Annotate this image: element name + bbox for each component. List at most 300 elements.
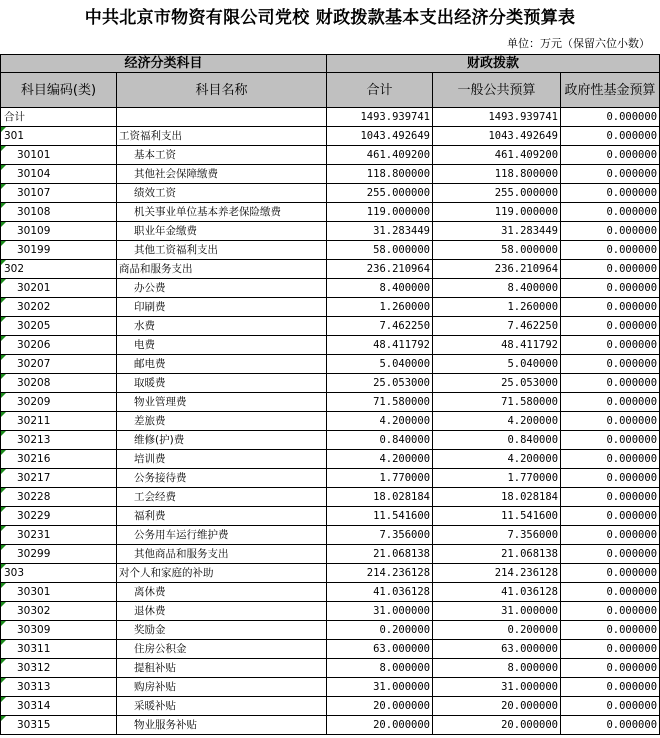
general-cell-text: 41.036128 [501, 585, 559, 598]
general-cell-text: 4.200000 [507, 452, 559, 465]
name-cell [117, 222, 327, 241]
table-row [1, 393, 660, 412]
gov-fund-cell [561, 260, 660, 279]
total-cell [327, 450, 433, 469]
gov-fund-cell [561, 526, 660, 545]
name-cell-text: 公务用车运行维护费 [134, 528, 229, 541]
general-cell [433, 355, 561, 374]
general-cell-text: 18.028184 [501, 490, 559, 503]
gov-fund-cell-text: 0.000000 [606, 224, 658, 237]
table-row [1, 279, 660, 298]
total-cell-text: 25.053000 [373, 376, 431, 389]
cell-marker-icon [1, 241, 6, 246]
table-row [1, 355, 660, 374]
total-cell-text: 118.800000 [366, 167, 431, 180]
general-cell-text: 0.840000 [507, 433, 559, 446]
table-row [1, 374, 660, 393]
total-cell [327, 697, 433, 716]
gov-fund-cell [561, 697, 660, 716]
gov-fund-cell [561, 108, 660, 127]
table-row [1, 317, 660, 336]
name-cell [117, 450, 327, 469]
total-cell [327, 336, 433, 355]
general-cell-text: 5.040000 [507, 357, 559, 370]
code-cell-text: 30311 [17, 642, 51, 655]
cell-marker-icon [1, 488, 6, 493]
table-row [1, 431, 660, 450]
header-gov-fund: 政府性基金预算 [561, 73, 660, 108]
name-cell-text: 邮电费 [134, 357, 166, 370]
general-cell-text: 214.236128 [494, 566, 559, 579]
general-cell [433, 564, 561, 583]
total-cell [327, 621, 433, 640]
name-cell-text: 提租补贴 [134, 661, 176, 674]
header-row-columns [1, 73, 660, 108]
table-row [1, 108, 660, 127]
name-cell-text: 其他社会保障缴费 [134, 167, 218, 180]
code-cell [1, 621, 117, 640]
gov-fund-cell [561, 298, 660, 317]
total-cell [327, 507, 433, 526]
gov-fund-cell [561, 184, 660, 203]
gov-fund-cell-text: 0.000000 [606, 604, 658, 617]
general-cell-text: 58.000000 [501, 243, 559, 256]
general-cell-text: 21.068138 [501, 547, 559, 560]
general-cell-text: 63.000000 [501, 642, 559, 655]
name-cell-text: 差旅费 [134, 414, 166, 427]
name-cell [117, 564, 327, 583]
name-cell [117, 127, 327, 146]
general-cell-text: 0.200000 [507, 623, 559, 636]
name-cell-text: 基本工资 [134, 148, 176, 161]
table-row [1, 488, 660, 507]
code-cell [1, 640, 117, 659]
name-cell [117, 716, 327, 735]
code-cell-text: 30213 [17, 433, 51, 446]
cell-marker-icon [1, 317, 6, 322]
code-cell [1, 450, 117, 469]
gov-fund-cell [561, 450, 660, 469]
general-cell-text: 1.260000 [507, 300, 559, 313]
name-cell-text: 机关事业单位基本养老保险缴费 [134, 205, 281, 218]
name-cell-text: 奖励金 [134, 623, 166, 636]
total-cell-text: 5.040000 [379, 357, 431, 370]
code-cell-text: 30309 [17, 623, 51, 636]
total-cell-text: 58.000000 [373, 243, 431, 256]
general-cell [433, 659, 561, 678]
table-row [1, 640, 660, 659]
code-cell-text: 30228 [17, 490, 51, 503]
name-cell [117, 697, 327, 716]
cell-marker-icon [1, 526, 6, 531]
general-cell-text: 20.000000 [501, 718, 559, 731]
general-cell [433, 526, 561, 545]
total-cell-text: 48.411792 [373, 338, 431, 351]
gov-fund-cell-text: 0.000000 [606, 129, 658, 142]
name-cell-text: 水费 [134, 319, 155, 332]
header-general: 一般公共预算 [433, 73, 561, 108]
total-cell-text: 7.356000 [379, 528, 431, 541]
code-cell [1, 659, 117, 678]
name-cell [117, 241, 327, 260]
name-cell [117, 526, 327, 545]
table-row [1, 469, 660, 488]
table-row [1, 564, 660, 583]
gov-fund-cell-text: 0.000000 [606, 509, 658, 522]
table-row [1, 146, 660, 165]
gov-fund-cell [561, 469, 660, 488]
code-cell-text: 30104 [17, 167, 51, 180]
table-row [1, 336, 660, 355]
cell-marker-icon [1, 127, 6, 132]
name-cell-text: 职业年金缴费 [134, 224, 197, 237]
name-cell [117, 469, 327, 488]
code-cell-text: 30199 [17, 243, 51, 256]
table-row [1, 203, 660, 222]
name-cell-text: 对个人和家庭的补助 [119, 566, 214, 579]
general-cell [433, 127, 561, 146]
gov-fund-cell-text: 0.000000 [606, 718, 658, 731]
gov-fund-cell [561, 241, 660, 260]
table-row [1, 583, 660, 602]
total-cell-text: 236.210964 [366, 262, 431, 275]
gov-fund-cell-text: 0.000000 [606, 699, 658, 712]
total-cell [327, 431, 433, 450]
code-cell [1, 488, 117, 507]
gov-fund-cell [561, 317, 660, 336]
total-cell-text: 1.770000 [379, 471, 431, 484]
table-row [1, 507, 660, 526]
total-cell-text: 8.000000 [379, 661, 431, 674]
code-cell-text: 30301 [17, 585, 51, 598]
gov-fund-cell-text: 0.000000 [606, 471, 658, 484]
table-row [1, 298, 660, 317]
name-cell-text: 退休费 [134, 604, 166, 617]
general-cell-text: 119.000000 [494, 205, 559, 218]
name-cell [117, 260, 327, 279]
code-cell [1, 697, 117, 716]
total-cell-text: 31.000000 [373, 604, 431, 617]
table-row [1, 526, 660, 545]
general-cell [433, 241, 561, 260]
general-cell-text: 1.770000 [507, 471, 559, 484]
code-cell [1, 260, 117, 279]
code-cell [1, 469, 117, 488]
name-cell-text: 工会经费 [134, 490, 176, 503]
code-cell-text: 30302 [17, 604, 51, 617]
total-cell [327, 203, 433, 222]
name-cell-text: 培训费 [134, 452, 166, 465]
general-cell-text: 31.000000 [501, 604, 559, 617]
name-cell-text: 离休费 [134, 585, 166, 598]
total-cell [327, 298, 433, 317]
code-cell-text: 30208 [17, 376, 51, 389]
table-row [1, 241, 660, 260]
code-cell [1, 374, 117, 393]
total-cell [327, 108, 433, 127]
gov-fund-cell [561, 374, 660, 393]
table-row [1, 659, 660, 678]
name-cell-text: 物业管理费 [134, 395, 187, 408]
general-cell [433, 678, 561, 697]
general-cell [433, 203, 561, 222]
gov-fund-cell-text: 0.000000 [606, 376, 658, 389]
code-cell-text: 30108 [17, 205, 51, 218]
code-cell [1, 146, 117, 165]
gov-fund-cell [561, 203, 660, 222]
general-cell-text: 4.200000 [507, 414, 559, 427]
total-cell-text: 461.409200 [366, 148, 431, 161]
total-cell [327, 279, 433, 298]
name-cell-text: 绩效工资 [134, 186, 176, 199]
code-cell [1, 317, 117, 336]
name-cell [117, 146, 327, 165]
general-cell-text: 31.283449 [501, 224, 559, 237]
gov-fund-cell-text: 0.000000 [606, 642, 658, 655]
general-cell-text: 48.411792 [501, 338, 559, 351]
code-cell [1, 355, 117, 374]
general-cell [433, 545, 561, 564]
cell-marker-icon [1, 602, 6, 607]
total-cell [327, 374, 433, 393]
code-cell [1, 298, 117, 317]
cell-marker-icon [1, 659, 6, 664]
header-econ-group: 经济分类科目 [1, 55, 327, 73]
gov-fund-cell-text: 0.000000 [606, 110, 658, 123]
name-cell [117, 621, 327, 640]
name-cell-text: 其他工资福利支出 [134, 243, 218, 256]
code-cell [1, 241, 117, 260]
cell-marker-icon [1, 431, 6, 436]
gov-fund-cell [561, 222, 660, 241]
table-row [1, 260, 660, 279]
cell-marker-icon [1, 450, 6, 455]
code-cell-text: 30217 [17, 471, 51, 484]
cell-marker-icon [1, 545, 6, 550]
total-cell [327, 564, 433, 583]
code-cell [1, 222, 117, 241]
table-row [1, 678, 660, 697]
gov-fund-cell [561, 165, 660, 184]
code-cell [1, 564, 117, 583]
name-cell-text: 电费 [134, 338, 155, 351]
total-cell [327, 146, 433, 165]
name-cell [117, 583, 327, 602]
total-cell [327, 716, 433, 735]
code-cell [1, 108, 117, 127]
table-row [1, 127, 660, 146]
name-cell-text: 取暖费 [134, 376, 166, 389]
general-cell-text: 7.356000 [507, 528, 559, 541]
gov-fund-cell [561, 279, 660, 298]
name-cell [117, 317, 327, 336]
gov-fund-cell [561, 545, 660, 564]
table-row [1, 450, 660, 469]
total-cell-text: 1.260000 [379, 300, 431, 313]
name-cell [117, 165, 327, 184]
total-cell [327, 488, 433, 507]
cell-marker-icon [1, 260, 6, 265]
name-cell [117, 431, 327, 450]
name-cell [117, 545, 327, 564]
code-cell-text: 30312 [17, 661, 51, 674]
header-row-group [1, 55, 660, 73]
gov-fund-cell-text: 0.000000 [606, 566, 658, 579]
code-cell [1, 545, 117, 564]
general-cell [433, 697, 561, 716]
total-cell [327, 545, 433, 564]
code-cell-text: 301 [4, 129, 25, 142]
total-cell [327, 412, 433, 431]
table-row [1, 165, 660, 184]
gov-fund-cell-text: 0.000000 [606, 338, 658, 351]
cell-marker-icon [1, 621, 6, 626]
code-cell [1, 127, 117, 146]
table-row [1, 412, 660, 431]
gov-fund-cell [561, 507, 660, 526]
total-cell-text: 63.000000 [373, 642, 431, 655]
gov-fund-cell-text: 0.000000 [606, 148, 658, 161]
gov-fund-cell-text: 0.000000 [606, 300, 658, 313]
table-body [1, 108, 660, 735]
code-cell [1, 678, 117, 697]
code-cell [1, 279, 117, 298]
total-cell-text: 41.036128 [373, 585, 431, 598]
cell-marker-icon [1, 298, 6, 303]
cell-marker-icon [1, 165, 6, 170]
total-cell [327, 640, 433, 659]
general-cell [433, 298, 561, 317]
cell-marker-icon [1, 355, 6, 360]
cell-marker-icon [1, 697, 6, 702]
code-cell-text: 30206 [17, 338, 51, 351]
code-cell-text: 30209 [17, 395, 51, 408]
gov-fund-cell-text: 0.000000 [606, 661, 658, 674]
general-cell [433, 450, 561, 469]
general-cell-text: 71.580000 [501, 395, 559, 408]
general-cell [433, 279, 561, 298]
name-cell [117, 336, 327, 355]
gov-fund-cell-text: 0.000000 [606, 357, 658, 370]
general-cell [433, 412, 561, 431]
total-cell-text: 119.000000 [366, 205, 431, 218]
general-cell-text: 1043.492649 [488, 129, 559, 142]
total-cell-text: 71.580000 [373, 395, 431, 408]
name-cell [117, 184, 327, 203]
budget-table [0, 54, 660, 735]
cell-marker-icon [1, 374, 6, 379]
gov-fund-cell-text: 0.000000 [606, 281, 658, 294]
name-cell-text: 公务接待费 [134, 471, 187, 484]
code-cell [1, 507, 117, 526]
general-cell [433, 393, 561, 412]
name-cell-text: 办公费 [134, 281, 166, 294]
header-fiscal-group: 财政拨款 [327, 55, 660, 73]
name-cell [117, 640, 327, 659]
general-cell [433, 317, 561, 336]
name-cell [117, 678, 327, 697]
gov-fund-cell [561, 336, 660, 355]
cell-marker-icon [1, 678, 6, 683]
cell-marker-icon [1, 716, 6, 721]
code-cell-text: 合计 [4, 110, 25, 123]
cell-marker-icon [1, 222, 6, 227]
code-cell [1, 393, 117, 412]
general-cell [433, 621, 561, 640]
table-row [1, 716, 660, 735]
total-cell [327, 602, 433, 621]
total-cell [327, 260, 433, 279]
header-code: 科目编码(类) [1, 73, 117, 108]
general-cell [433, 108, 561, 127]
total-cell [327, 184, 433, 203]
code-cell [1, 336, 117, 355]
gov-fund-cell [561, 659, 660, 678]
general-cell-text: 31.000000 [501, 680, 559, 693]
cell-marker-icon [1, 146, 6, 151]
code-cell-text: 303 [4, 566, 25, 579]
total-cell [327, 678, 433, 697]
general-cell [433, 488, 561, 507]
gov-fund-cell-text: 0.000000 [606, 395, 658, 408]
total-cell-text: 31.000000 [373, 680, 431, 693]
code-cell-text: 30315 [17, 718, 51, 731]
total-cell [327, 659, 433, 678]
general-cell [433, 431, 561, 450]
table-row [1, 545, 660, 564]
name-cell-text: 住房公积金 [134, 642, 187, 655]
code-cell-text: 30202 [17, 300, 51, 313]
gov-fund-cell-text: 0.000000 [606, 623, 658, 636]
total-cell-text: 1043.492649 [360, 129, 431, 142]
gov-fund-cell [561, 640, 660, 659]
name-cell-text: 其他商品和服务支出 [134, 547, 229, 560]
gov-fund-cell [561, 621, 660, 640]
total-cell-text: 4.200000 [379, 414, 431, 427]
general-cell [433, 336, 561, 355]
gov-fund-cell [561, 393, 660, 412]
name-cell [117, 108, 327, 127]
table-row [1, 602, 660, 621]
total-cell-text: 0.200000 [379, 623, 431, 636]
gov-fund-cell-text: 0.000000 [606, 262, 658, 275]
gov-fund-cell-text: 0.000000 [606, 433, 658, 446]
cell-marker-icon [1, 564, 6, 569]
general-cell-text: 7.462250 [507, 319, 559, 332]
name-cell [117, 488, 327, 507]
total-cell [327, 583, 433, 602]
total-cell [327, 526, 433, 545]
code-cell-text: 30231 [17, 528, 51, 541]
total-cell-text: 214.236128 [366, 566, 431, 579]
general-cell [433, 146, 561, 165]
gov-fund-cell-text: 0.000000 [606, 452, 658, 465]
gov-fund-cell-text: 0.000000 [606, 167, 658, 180]
gov-fund-cell [561, 602, 660, 621]
code-cell [1, 431, 117, 450]
name-cell-text: 印刷费 [134, 300, 166, 313]
general-cell-text: 461.409200 [494, 148, 559, 161]
unit-note: 单位：万元（保留六位小数） [507, 37, 650, 50]
name-cell-text: 采暖补贴 [134, 699, 176, 712]
gov-fund-cell-text: 0.000000 [606, 547, 658, 560]
cell-marker-icon [1, 279, 6, 284]
table-row [1, 697, 660, 716]
gov-fund-cell-text: 0.000000 [606, 528, 658, 541]
gov-fund-cell [561, 678, 660, 697]
total-cell-text: 8.400000 [379, 281, 431, 294]
cell-marker-icon [1, 336, 6, 341]
